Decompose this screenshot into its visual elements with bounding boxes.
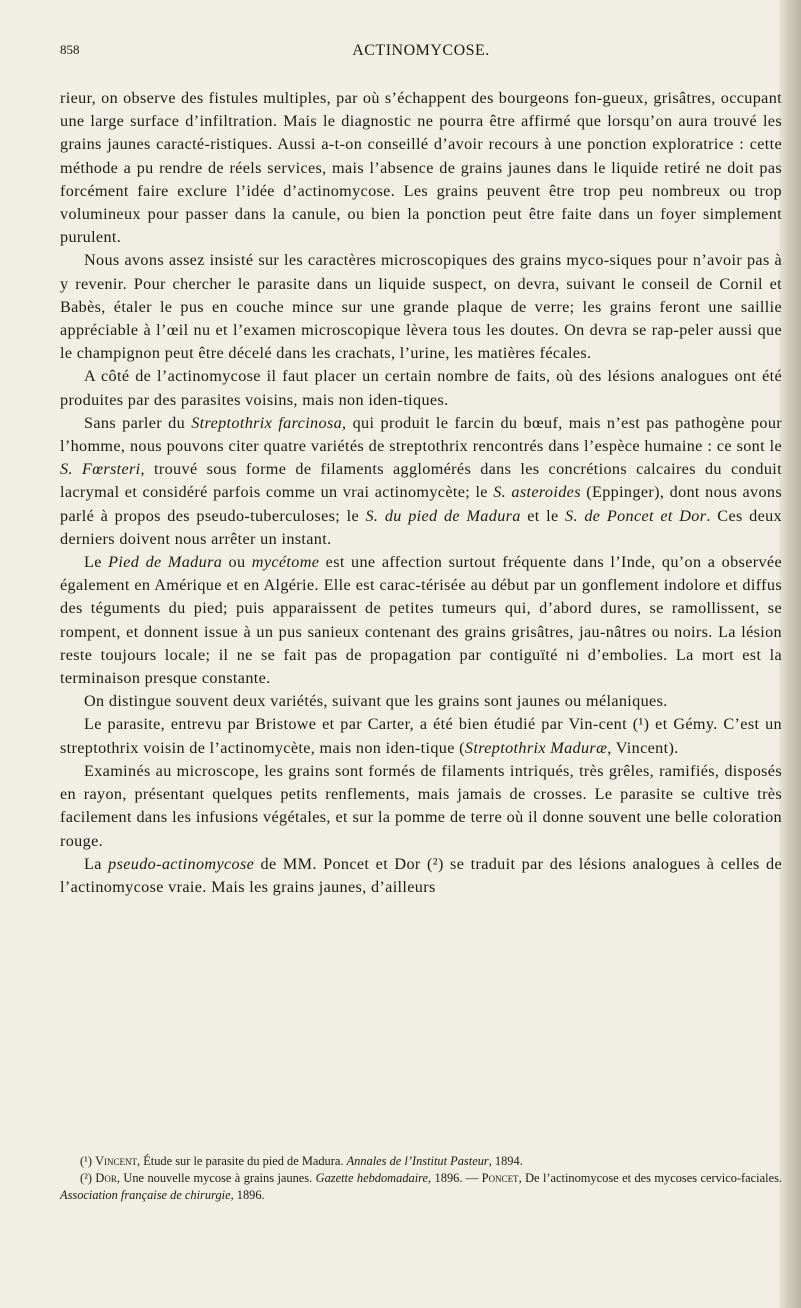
paragraph [60,87,782,249]
author-name: Vincent [95,1154,138,1168]
text-run: (²) [427,854,444,873]
italic-run: S. du pied de Madura [365,506,521,525]
page-number: 858 [60,42,80,57]
text-run: se traduit par des lésions analogues à celles de l’actinomycose vraie. Mais les grains jaunes, d’ailleurs [60,854,783,896]
italic-run: S. Fœrsteri [60,460,141,479]
text-run: , De l’actinomycose et des mycoses cervico-faciales. [518,1171,782,1185]
italic-run: Streptothrix farcinosa [191,413,343,432]
text-run: et Gémy. C’est un streptothrix voisin de l’actinomycète, mais non iden-tique ( [60,715,782,757]
author-name: Poncet [481,1171,519,1185]
italic-run: Streptothrix Maduræ [464,738,608,757]
footnote [60,1153,782,1170]
text-run: , qui produit le farcin du bœuf, mais n’est pas pathogène pour l’homme, nous pouvons citer quatre variétés de streptothrix rencontrés dans l’espèce humaine : ce sont le [60,413,783,456]
italic-run: Association française de chirurgie [60,1188,231,1202]
paragraph [60,365,782,411]
text-run: ou [222,553,252,572]
text-run: de MM. Poncet et Dor [254,854,427,873]
italic-run: S. de Poncet et Dor [565,506,707,525]
text-run: , 1894. [488,1154,523,1168]
author-name: Dor [95,1171,117,1185]
italic-run: Annales de l’Institut Pasteur [346,1154,489,1168]
italic-run: pseudo-actinomycose [108,854,255,873]
page-header [60,42,782,66]
text-run: , 1896. [230,1188,265,1202]
text-run: La [84,854,109,873]
paragraph [60,551,782,690]
text-run: (¹) [80,1154,96,1168]
text-run: Nous avons assez insisté sur les caractères microscopiques des grains myco-siques pour n’avoir pas à y revenir. Pour chercher le parasite dans un liquide suspect, on devra, suivant le conseil de Cornil et Babès, étaler le pus en couche mince sur une grande plaque de verre; les grains feront une saillie appréciable à l’œil nu et l’examen microscopique lèvera tous les doutes. On devra se rap-peler aussi que le champignon peut être décelé dans les crachats, l’urine, les matières fécales. [60,251,782,363]
text-run: , Une nouvelle mycose à grains jaunes. [116,1171,316,1185]
text-run: On distingue souvent deux variétés, suivant que les grains sont jaunes ou mélaniques. [84,692,668,711]
text-run: A côté de l’actinomycose il faut placer un certain nombre de faits, où des lésions analogues ont été produites par des parasites voisins, mais non iden-tiques. [60,367,782,409]
text-run: , 1896. — [428,1171,482,1185]
text-run: . Ces deux derniers doivent nous arrêter un instant. [60,506,783,548]
paragraph [60,713,782,759]
text-run: Sans parler du [84,413,192,432]
paragraph [60,412,782,551]
text-run: (²) [80,1171,96,1185]
text-run: , trouvé sous forme de filaments agglomérés dans les concrétions calcaires du conduit lacrymal et considéré parfois comme un vrai actinomycète; le [60,460,782,502]
text-run: Le parasite, entrevu par Bristowe et par Carter, a été bien étudié par Vin-cent [84,715,633,734]
text-run: Le [84,553,109,572]
text-run: (Eppinger), dont nous avons parlé à propos des pseudo-tuberculoses; le [60,483,782,525]
text-run: est une affection surtout fréquente dans l’Inde, qu’on a observée également en Amérique et en Algérie. Elle est carac-térisée au début par un gonflement indolore et diffus des téguments du pied; puis apparaissent de petites tumeurs qui, d’abord dures, se ramollissent, se rompent, et donnent issue à un pus sanieux contenant des grains grisâtres, jau-nâtres ou noirs. La lésion reste toujours locale; il ne se fait pas de propagation par contiguïté ni d’embolies. La mort est la terminaison presque constante. [60,553,782,688]
paragraph [60,690,782,713]
text-run: (¹) [632,715,650,734]
text-run: , Vincent). [607,738,679,757]
paragraph [60,853,782,899]
page-edge-shadow [779,0,801,1308]
footnote [60,1170,782,1204]
text-run: , Étude sur le parasite du pied de Madura. [137,1154,347,1168]
text-run: rieur, on observe des fistules multiples, par où s’échappent des bourgeons fon-gueux, grisâtres, occupant une large surface d’infiltration. Mais le diagnostic ne pourra être affirmé que lorsqu’on aura trouvé les grains jaunes caracté-ristiques. Aussi a-t-on conseillé d’avoir recours à une ponction exploratrice : cette méthode a pu rendre de réels services, mais l’absence de grains jaunes dans le liquide retiré ne doit pas forcément faire exclure l’idée d’actinomycose. Les grains peuvent être trop peu nombreux ou trop volumineux pour passer dans la canule, ou bien la ponction peut être faite dans un foyer simplement purulent. [60,89,782,247]
text-run: Examinés au microscope, les grains sont formés de filaments intriqués, très grêles, ramifiés, disposés en rayon, présentant quelques petits renflements, mais jamais de crosses. Le parasite se cultive très facilement dans les infusions végétales, et sur la pomme de terre où il donne souvent une belle coloration rouge. [60,761,782,850]
italic-run: Gazette hebdomadaire [315,1171,429,1185]
italic-run: S. asteroides [493,483,581,502]
italic-run: mycétome [251,553,320,572]
footnotes [60,1153,782,1204]
text-run: et le [520,506,566,525]
body-text [60,87,782,899]
italic-run: Pied de Madura [108,553,223,572]
running-title: ACTINOMYCOSE. [352,42,490,59]
paragraph [60,249,782,365]
paragraph [60,760,782,853]
